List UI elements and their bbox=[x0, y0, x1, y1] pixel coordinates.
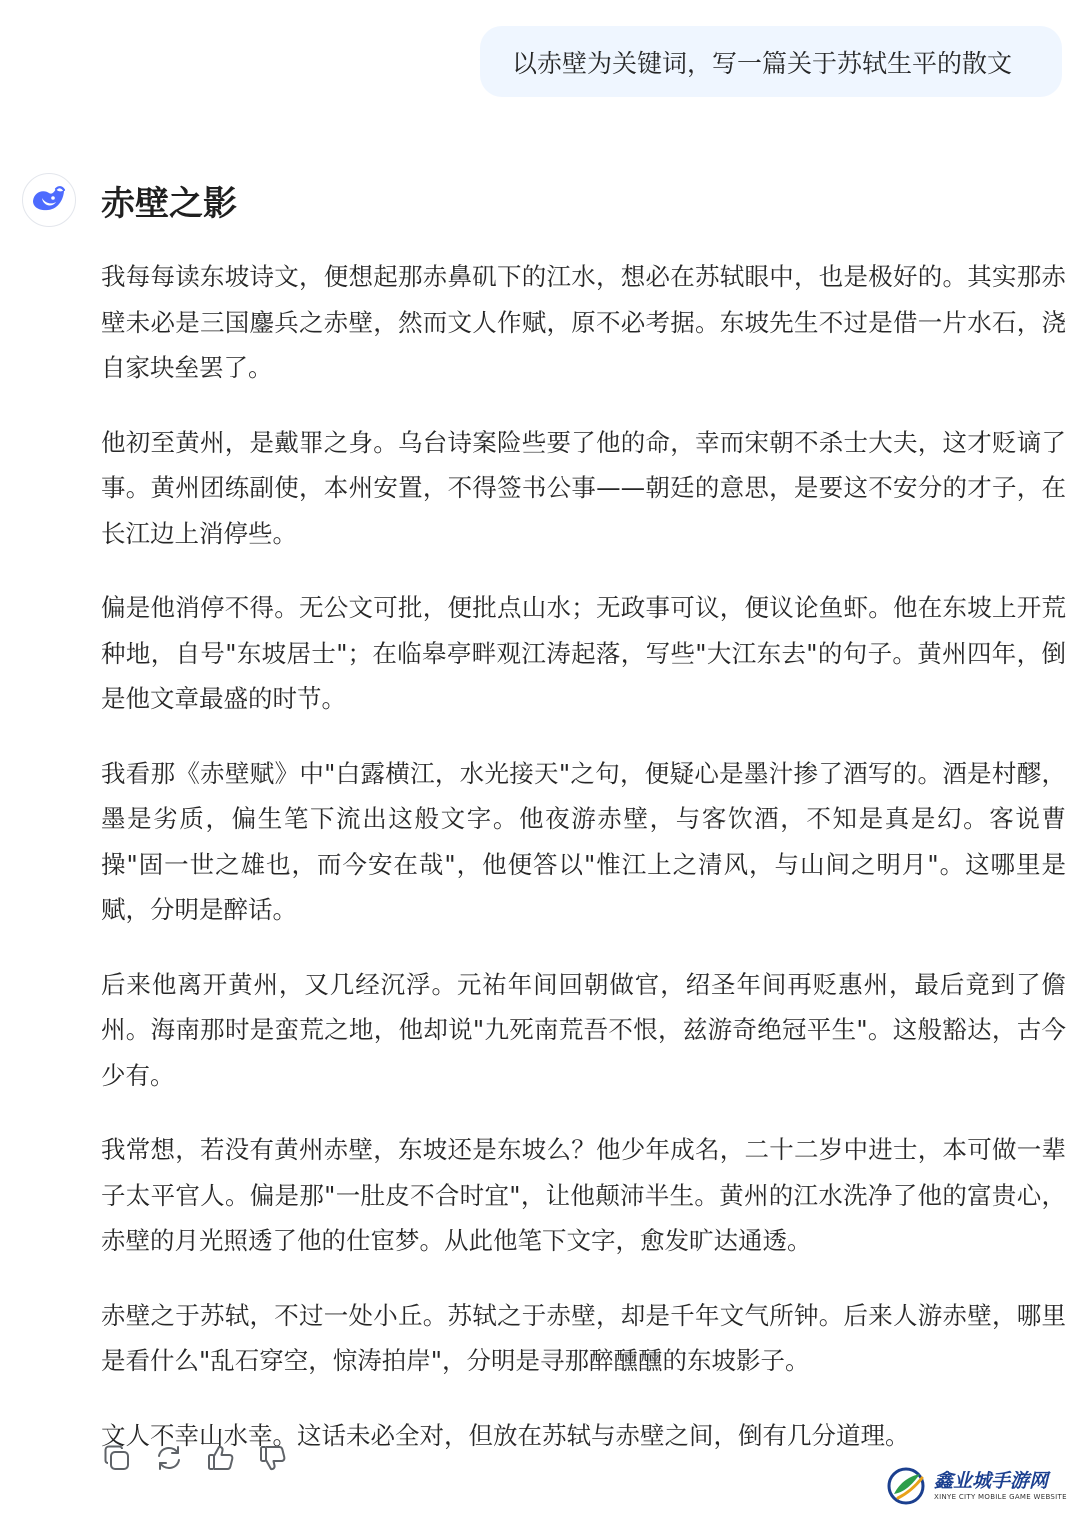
answer-title: 赤壁之影 bbox=[101, 184, 237, 224]
user-message-bubble bbox=[480, 26, 1062, 97]
watermark-logo-icon bbox=[884, 1464, 928, 1508]
user-message-text: 以赤壁为关键词，写一篇关于苏轼生平的散文 bbox=[512, 48, 1013, 78]
answer-paragraph: 文人不幸山水幸。这话未必全对，但放在苏轼与赤壁之间，倒有几分道理。 bbox=[101, 1420, 910, 1450]
regenerate-icon bbox=[154, 1443, 184, 1473]
like-button[interactable] bbox=[205, 1442, 237, 1474]
answer-paragraph: 后来他离开黄州，又几经沉浮。元祐年间回朝做官，绍圣年间再贬惠州，最后竟到了儋州。海南那时是蛮荒之地，他却说"九死南荒吾不恨，兹游奇绝冠平生"。这般豁达，古今少有。 bbox=[101, 969, 1066, 1090]
regenerate-button[interactable] bbox=[153, 1442, 185, 1474]
answer-paragraph: 我每每读东坡诗文，便想起那赤鼻矶下的江水，想必在苏轼眼中，也是极好的。其实那赤壁未必是三国鏖兵之赤壁，然而文人作赋，原不必考据。东坡先生不过是借一片水石，浇自家块垒罢了。 bbox=[101, 262, 1066, 382]
dislike-button[interactable] bbox=[257, 1442, 289, 1474]
assistant-avatar bbox=[22, 173, 76, 227]
answer-paragraph: 偏是他消停不得。无公文可批，便批点山水；无政事可议，便议论鱼虾。他在东坡上开荒种地，自号"东坡居士"；在临皋亭畔观江涛起落，写些"大江东去"的句子。黄州四年，倒是他文章最盛的时节。 bbox=[101, 593, 1066, 713]
answer-body bbox=[101, 254, 1066, 1487]
copy-icon bbox=[102, 1443, 132, 1473]
thumbs-down-icon bbox=[258, 1443, 288, 1473]
answer-paragraph: 赤壁之于苏轼，不过一处小丘。苏轼之于赤壁，却是千年文气所钟。后来人游赤壁，哪里是看什么"乱石穿空，惊涛拍岸"，分明是寻那醉醺醺的东坡影子。 bbox=[101, 1300, 1066, 1375]
copy-button[interactable] bbox=[101, 1442, 133, 1474]
watermark-subtitle: XINYE CITY MOBILE GAME WEBSITE bbox=[934, 1493, 1067, 1501]
message-actions-toolbar bbox=[101, 1442, 289, 1474]
answer-paragraph: 我常想，若没有黄州赤壁，东坡还是东坡么？他少年成名，二十二岁中进士，本可做一辈子太平官人。偏是那"一肚皮不合时宜"，让他颠沛半生。黄州的江水洗净了他的富贵心，赤壁的月光照透了他的仕宦梦。从此他笔下文字，愈发旷达通透。 bbox=[101, 1135, 1066, 1255]
answer-paragraph: 我看那《赤壁赋》中"白露横江，水光接天"之句，便疑心是墨汁掺了酒写的。酒是村醪，墨是劣质，偏生笔下流出这般文字。他夜游赤壁，与客饮酒，不知是真是幻。客说曹操"固一世之雄也，而今安在哉"，他便答以"惟江上之清风，与山间之明月"。这哪里是赋，分明是醉话。 bbox=[101, 758, 1066, 924]
watermark-text bbox=[934, 1470, 1067, 1502]
watermark bbox=[884, 1460, 1074, 1512]
whale-logo-icon bbox=[29, 180, 69, 220]
watermark-title: 鑫业城手游网 bbox=[934, 1470, 1049, 1492]
answer-paragraph: 他初至黄州，是戴罪之身。乌台诗案险些要了他的命，幸而宋朝不杀士大夫，这才贬谪了事。黄州团练副使，本州安置，不得签书公事——朝廷的意思，是要这不安分的才子，在长江边上消停些。 bbox=[101, 427, 1066, 548]
thumbs-up-icon bbox=[206, 1443, 236, 1473]
